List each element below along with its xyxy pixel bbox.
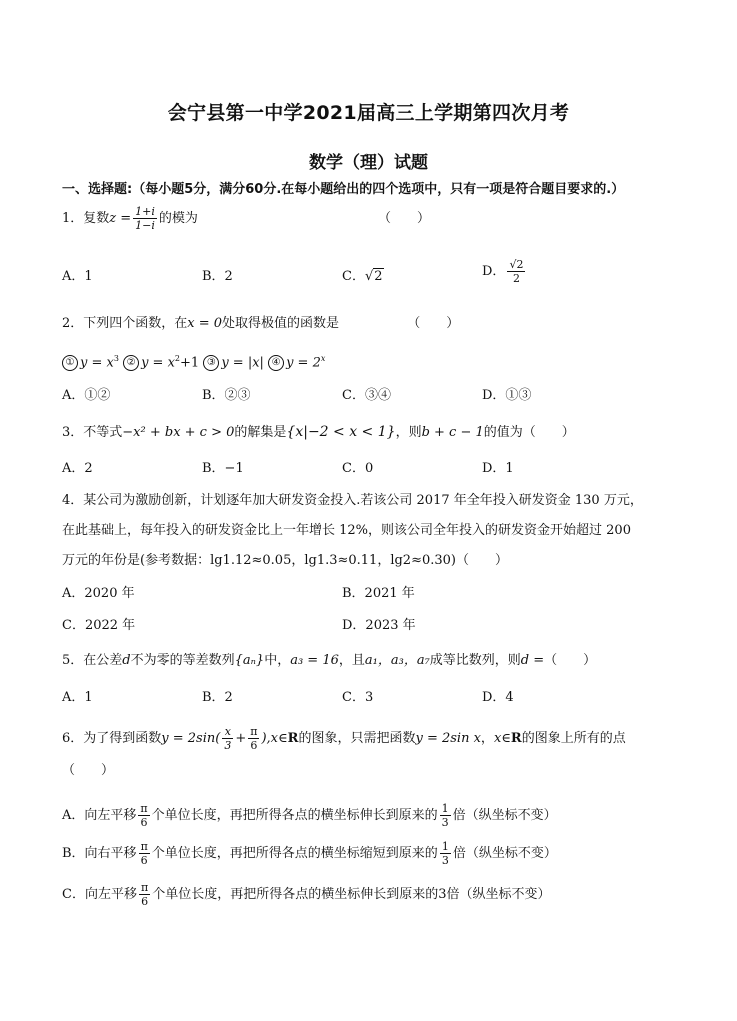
q6-option-b bbox=[62, 840, 557, 867]
q2-f3-number: ③ bbox=[203, 355, 219, 371]
q2-var: x = 0 bbox=[187, 316, 223, 331]
q1-answer-bracket: （ ） bbox=[378, 211, 431, 226]
q5-stem-c: 中， bbox=[264, 653, 291, 668]
q1-prefix: 1．复数 bbox=[62, 211, 110, 226]
q6-option-c-6: 6 bbox=[141, 895, 149, 908]
q6-stem-b: 的图象，只需把函数 bbox=[298, 731, 416, 746]
q1-option-d-den: 2 bbox=[512, 272, 520, 285]
q2-f2-exp: 2 bbox=[174, 354, 181, 363]
q2-f2-number: ② bbox=[123, 355, 139, 371]
question-2-functions bbox=[62, 350, 325, 372]
q5-stem-e: 成等比数列，则 bbox=[429, 653, 521, 668]
q6-option-b-frac-pi bbox=[139, 840, 150, 867]
q1-fraction bbox=[133, 205, 157, 232]
q6-option-b-text-2: 个单位长度，再把所得各点的横坐标缩短到原来的 bbox=[151, 846, 438, 861]
q6-option-a-frac-pi bbox=[138, 802, 149, 829]
q5-a3: a₃ = 16 bbox=[290, 653, 339, 668]
q1-suffix: 的模为 bbox=[158, 211, 198, 226]
q6-func1-frac-pi bbox=[248, 725, 259, 752]
question-4-line-3: 万元的年份是(参考数据：lg1.12≈0.05，lg1.3≈0.11，lg2≈0.30)（ ） bbox=[62, 553, 508, 568]
q5-terms: a₁，a₃，a₇ bbox=[364, 653, 430, 668]
q4-option-a: A．2020 年 bbox=[62, 586, 135, 601]
q3-stem-d: 的值为（ ） bbox=[483, 425, 575, 440]
q2-f3: y = |x| bbox=[221, 355, 264, 371]
q1-option-c-sqrt: √2 bbox=[364, 269, 383, 284]
q3-inequality: −x² + bx + c > 0 bbox=[122, 425, 235, 440]
q2-f4: y = 2 bbox=[286, 355, 321, 371]
q6-option-a-text-3: 倍（纵坐标不变） bbox=[452, 808, 557, 823]
q6-option-a-pi: π bbox=[140, 802, 148, 815]
question-4-line-2: 在此基础上，每年投入的研发资金比上一年增长 12%，则该公司全年投入的研发资金开始超过 200 bbox=[62, 523, 631, 538]
q2-f1-exp: 3 bbox=[113, 354, 119, 363]
q5-option-d: D．4 bbox=[482, 690, 514, 705]
q1-numerator: 1+i bbox=[135, 205, 155, 218]
question-2-stem bbox=[62, 315, 459, 333]
q6-option-c bbox=[62, 881, 551, 908]
q2-f4-number: ④ bbox=[268, 355, 284, 371]
q2-answer-bracket: （ ） bbox=[407, 316, 460, 331]
q6-answer-bracket: （ ） bbox=[62, 763, 115, 778]
q3-option-d: D．1 bbox=[482, 461, 514, 476]
exam-subtitle: 数学（理）试题 bbox=[309, 153, 428, 173]
q6-r2: R bbox=[510, 731, 522, 746]
q6-option-a bbox=[62, 802, 557, 829]
q4-option-b: B．2021 年 bbox=[342, 586, 415, 601]
q6-func1-plus: + bbox=[235, 731, 247, 746]
q6-option-c-frac-pi bbox=[139, 881, 150, 908]
q6-option-c-text-1: C．向左平移 bbox=[62, 887, 137, 902]
q5-stem-d: ，且 bbox=[338, 653, 365, 668]
q6-option-a-text-1: A．向左平移 bbox=[62, 808, 137, 823]
q2-f1: y = x bbox=[80, 355, 114, 371]
q6-option-b-pi: π bbox=[140, 840, 148, 853]
q2-option-d: D．①③ bbox=[482, 388, 532, 403]
q1-var: z = bbox=[109, 211, 132, 226]
q2-f2: y = x bbox=[141, 355, 175, 371]
q6-option-b-text-3: 倍（纵坐标不变） bbox=[452, 846, 557, 861]
q6-option-b-3: 3 bbox=[441, 854, 449, 867]
q5-stem-a: 5．在公差 bbox=[62, 653, 123, 668]
q1-option-d-fraction bbox=[507, 258, 525, 285]
q6-stem-d: 的图象上所有的点 bbox=[521, 731, 626, 746]
q6-func1-x: x bbox=[222, 725, 233, 739]
q6-option-a-6: 6 bbox=[140, 816, 148, 829]
q1-option-d bbox=[482, 258, 527, 285]
q6-func1-3: 3 bbox=[224, 739, 232, 752]
q2-f1-number: ① bbox=[62, 355, 78, 371]
q6-func1-frac-x bbox=[222, 725, 233, 752]
q2-option-a: A．①② bbox=[62, 388, 111, 403]
q6-option-a-3: 3 bbox=[441, 816, 449, 829]
q3-stem-a: 3．不等式 bbox=[62, 425, 123, 440]
q5-answer-bracket: （ ） bbox=[544, 653, 597, 668]
q1-option-a: A．1 bbox=[62, 269, 93, 284]
q5-option-c: C．3 bbox=[342, 690, 374, 705]
q6-option-b-frac-third bbox=[440, 840, 451, 867]
q6-x-in: x∈ bbox=[493, 731, 511, 746]
question-1-stem bbox=[62, 205, 430, 232]
q6-stem-a: 6．为了得到函数 bbox=[62, 731, 162, 746]
q6-func2: y = 2sin x bbox=[415, 731, 481, 746]
question-5-stem bbox=[62, 652, 596, 670]
q5-d: d bbox=[122, 653, 131, 668]
q1-option-b: B．2 bbox=[202, 269, 233, 284]
q6-r1: R bbox=[287, 731, 299, 746]
q3-expression: b + c − 1 bbox=[421, 425, 484, 440]
q6-option-a-frac-third bbox=[440, 802, 451, 829]
q1-option-c bbox=[342, 268, 384, 286]
q6-option-c-text-3: 倍（纵坐标不变） bbox=[446, 887, 551, 902]
q2-option-c: C．③④ bbox=[342, 388, 391, 403]
q3-stem-b: 的解集是 bbox=[234, 425, 287, 440]
question-3-stem bbox=[62, 423, 575, 442]
q6-func1-b: ),x∈ bbox=[261, 731, 288, 746]
q6-stem-c: ， bbox=[480, 731, 494, 746]
q6-option-c-3: 3 bbox=[438, 887, 447, 902]
q5-option-b: B．2 bbox=[202, 690, 233, 705]
q5-d-eq: d = bbox=[520, 653, 545, 668]
q6-option-a-text-2: 个单位长度，再把所得各点的横坐标伸长到原来的 bbox=[151, 808, 438, 823]
q6-func1-6: 6 bbox=[250, 739, 258, 752]
q3-option-a: A．2 bbox=[62, 461, 93, 476]
q6-option-c-text-2: 个单位长度，再把所得各点的横坐标伸长到原来的 bbox=[152, 887, 439, 902]
q4-option-c: C．2022 年 bbox=[62, 618, 136, 633]
q6-func1-pi: π bbox=[250, 725, 258, 738]
q1-option-d-num: √2 bbox=[509, 258, 524, 271]
q2-option-b: B．②③ bbox=[202, 388, 251, 403]
q3-solution-set: {x|−2 < x < 1} bbox=[286, 424, 396, 440]
q3-stem-c: ，则 bbox=[395, 425, 422, 440]
q6-option-b-1: 1 bbox=[441, 840, 449, 853]
q2-f4-exp: x bbox=[320, 354, 326, 363]
q6-option-a-1: 1 bbox=[441, 802, 449, 815]
q4-option-d: D．2023 年 bbox=[342, 618, 416, 633]
q5-stem-b: 不为零的等差数列 bbox=[130, 653, 235, 668]
q5-option-a: A．1 bbox=[62, 690, 93, 705]
q2-stem-a: 2．下列四个函数，在 bbox=[62, 316, 188, 331]
exam-title: 会宁县第一中学2021届高三上学期第四次月考 bbox=[167, 102, 570, 124]
q6-option-b-text-1: B．向右平移 bbox=[62, 846, 137, 861]
q6-option-c-pi: π bbox=[140, 881, 149, 894]
q6-func1-a: y = 2sin( bbox=[161, 731, 221, 746]
q1-option-c-radicand: 2 bbox=[374, 269, 383, 284]
q6-option-b-6: 6 bbox=[140, 854, 148, 867]
q3-option-c: C．0 bbox=[342, 461, 374, 476]
q5-sequence: {aₙ} bbox=[234, 653, 265, 668]
q2-f2-tail: +1 bbox=[180, 355, 200, 371]
q3-option-b: B．−1 bbox=[202, 461, 244, 476]
q1-option-d-label: D． bbox=[482, 264, 506, 279]
q1-denominator: 1−i bbox=[135, 219, 155, 232]
question-4-line-1: 4．某公司为激励创新，计划逐年加大研发资金投入.若该公司 2017 年全年投入研发资金 130 万元， bbox=[62, 493, 643, 508]
q2-stem-b: 处取得极值的函数是 bbox=[222, 316, 340, 331]
q1-option-c-label: C． bbox=[342, 269, 365, 284]
section-heading: 一、选择题:（每小题5分，满分60分.在每小题给出的四个选项中，只有一项是符合题目要求的.） bbox=[62, 182, 625, 197]
question-6-stem bbox=[62, 725, 626, 752]
